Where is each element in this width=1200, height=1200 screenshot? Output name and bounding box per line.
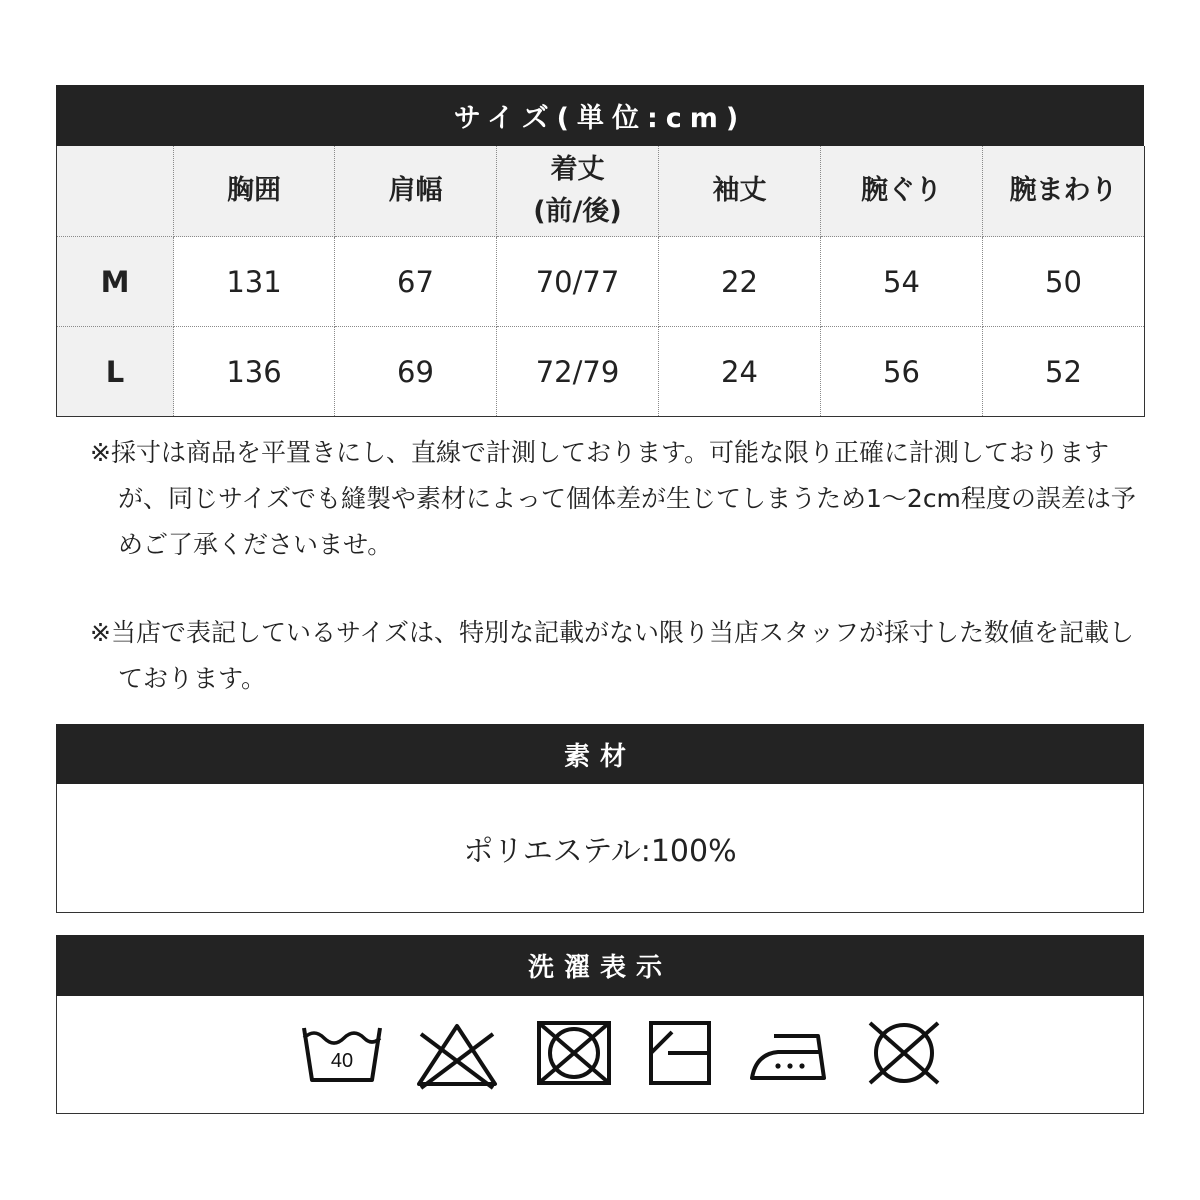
table-cell: 136 <box>174 327 335 417</box>
column-header-chest: 胸囲 <box>174 146 335 237</box>
material-section-title: 素材 <box>56 724 1144 784</box>
size-table-corner-cell <box>57 146 174 237</box>
column-header-sleeve: 袖丈 <box>659 146 821 237</box>
table-row <box>57 327 1145 417</box>
table-row <box>57 237 1145 327</box>
iron-icon <box>748 1020 830 1086</box>
size-source-note: ※当店で表記しているサイズは、特別な記載がない限り当店スタッフが採寸した数値を記載しております。 <box>90 618 1134 693</box>
table-cell: 56 <box>821 327 983 417</box>
care-section-title: 洗濯表示 <box>56 935 1144 996</box>
table-cell: 54 <box>821 237 983 327</box>
column-header-length: 着丈 (前/後) <box>497 146 659 237</box>
size-label-m: M <box>57 237 174 327</box>
column-header-armhole: 腕ぐり <box>821 146 983 237</box>
wash-temperature: 40 <box>330 1050 354 1072</box>
material-box <box>56 784 1144 913</box>
measurement-note: ※採寸は商品を平置きにし、直線で計測しております。可能な限り正確に計測しておりますが、同じサイズでも縫製や素材によって個体差が生じてしまうため1〜2cm程度の誤差は予めご了承くださいませ。 <box>90 438 1136 559</box>
table-cell: 70/77 <box>497 237 659 327</box>
table-cell: 52 <box>983 327 1145 417</box>
size-table-header-row <box>57 146 1145 237</box>
material-value: ポリエステル:100% <box>463 834 737 869</box>
dry-in-shade-icon <box>648 1020 712 1086</box>
size-label-l: L <box>57 327 174 417</box>
column-header-shoulder: 肩幅 <box>335 146 497 237</box>
wash-40-icon <box>300 1020 384 1086</box>
column-header-length-sub: (前/後) <box>533 196 622 227</box>
table-cell: 22 <box>659 237 821 327</box>
no-bleach-icon <box>415 1020 499 1090</box>
size-table <box>56 146 1145 417</box>
table-cell: 67 <box>335 237 497 327</box>
size-section-title: サイズ(単位:cm) <box>56 85 1144 146</box>
table-cell: 72/79 <box>497 327 659 417</box>
table-cell: 50 <box>983 237 1145 327</box>
no-tumble-dry-icon <box>536 1020 612 1086</box>
column-header-arm-circumference: 腕まわり <box>983 146 1145 237</box>
table-cell: 24 <box>659 327 821 417</box>
no-dry-clean-icon <box>864 1020 944 1086</box>
table-cell: 131 <box>174 237 335 327</box>
table-cell: 69 <box>335 327 497 417</box>
